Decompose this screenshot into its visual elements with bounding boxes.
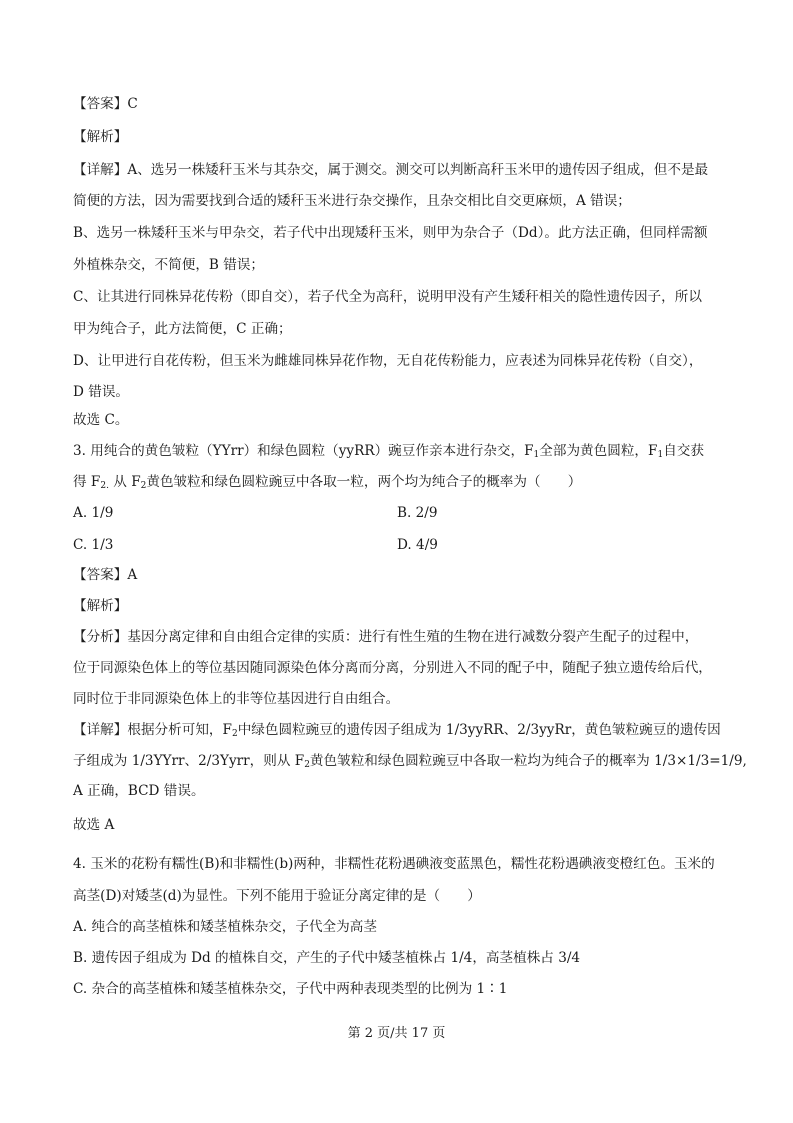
q3-option-c: C. 1/3 bbox=[73, 537, 114, 553]
q3-stem-1-sub-1: 1 bbox=[533, 450, 540, 460]
q3-detail-2-part-b: 黄色皱粒和绿色圆粒豌豆中各取一粒均为纯合子的概率为 1/3×1/3=1/9, bbox=[309, 753, 747, 769]
q3-detail-line-3: A 正确，BCD 错误。 bbox=[73, 783, 205, 799]
q3-detail-1-part-a: 【详解】根据分析可知，F bbox=[73, 722, 232, 738]
q3-stem-2-part-b: 从 F bbox=[108, 474, 141, 490]
q3-stem-line-1 bbox=[73, 441, 704, 461]
q3-fenxi-line-2: 位于同源染色体上的等位基因随同源染色体分离而分离，分别进入不同的配子中，随配子独立遗传给后代， bbox=[73, 660, 712, 676]
q3-stem-1-part-c: 自交获 bbox=[663, 443, 704, 459]
q2-option-b-line-2: 外植株杂交，不简便，B 错误； bbox=[73, 257, 265, 273]
q3-stem-1-part-a: 3. 用纯合的黄色皱粒（YYrr）和绿色圆粒（yyRR）豌豆作亲本进行杂交，F bbox=[73, 443, 534, 459]
q2-detail-line-1: 【详解】A、选另一株矮秆玉米与其杂交，属于测交。测交可以判断高秆玉米甲的遗传因子组成，但不是最 bbox=[73, 162, 709, 178]
q3-detail-line-1 bbox=[73, 720, 721, 740]
q2-option-d-line-2: D 错误。 bbox=[73, 384, 130, 400]
q3-stem-2-part-c: 黄色皱粒和绿色圆粒豌豆中各取一粒，两个均为纯合子的概率为（ ） bbox=[146, 474, 582, 490]
q4-option-c: C. 杂合的高茎植株和矮茎植株杂交，子代中两种表现类型的比例为 1∶1 bbox=[73, 981, 508, 997]
q3-stem-2-sub-2: 2 bbox=[140, 481, 147, 491]
q3-detail-1-part-b: 中绿色圆粒豌豆的遗传因子组成为 1/3yyRR、2/3yyRr，黄色皱粒豌豆的遗传因 bbox=[237, 722, 721, 738]
q3-detail-1-sub: 2 bbox=[231, 729, 238, 739]
q3-conclusion: 故选 A bbox=[73, 817, 115, 833]
q2-analysis-label: 【解析】 bbox=[73, 129, 128, 145]
q3-detail-2-sub: 2 bbox=[304, 760, 310, 770]
q3-detail-line-2 bbox=[73, 751, 747, 771]
q3-answer: 【答案】A bbox=[73, 567, 138, 583]
q2-conclusion: 故选 C。 bbox=[73, 412, 129, 428]
q3-analysis-label: 【解析】 bbox=[73, 598, 128, 614]
q3-option-b: B. 2/9 bbox=[397, 505, 438, 521]
q2-detail-line-2: 简便的方法，因为需要找到合适的矮秆玉米进行杂交操作，且杂交相比自交更麻烦，A 错误； bbox=[73, 193, 631, 209]
q4-option-a: A. 纯合的高茎植株和矮茎植株杂交，子代全为高茎 bbox=[73, 919, 377, 935]
q3-stem-2-part-a: 得 F bbox=[73, 474, 101, 490]
q2-answer: 【答案】C bbox=[73, 96, 138, 112]
q4-option-b: B. 遗传因子组成为 Dd 的植株自交，产生的子代中矮茎植株占 1/4，高茎植株占 3/4 bbox=[73, 950, 581, 966]
q2-option-b-line-1: B、选另一株矮秆玉米与甲杂交，若子代中出现矮秆玉米，则甲为杂合子（Dd）。此方法正确，但同样需额 bbox=[73, 225, 708, 241]
q3-stem-1-part-b: 全部为黄色圆粒，F bbox=[539, 443, 658, 459]
q2-option-d-line-1: D、让甲进行自花传粉，但玉米为雌雄同株异花作物，无自花传粉能力，应表述为同株异花传粉（自交）， bbox=[73, 353, 703, 369]
q3-stem-2-sub-1: 2. bbox=[100, 481, 109, 491]
q4-stem-line-2: 高茎(D)对矮茎(d)为显性。下列不能用于验证分离定律的是（ ） bbox=[73, 888, 481, 904]
q3-detail-2-part-a: 子组成为 1/3YYrr、2/3Yyrr，则从 F bbox=[73, 753, 305, 769]
q3-stem-1-sub-2: 1 bbox=[657, 450, 664, 460]
page-footer: 第 2 页/共 17 页 bbox=[347, 1026, 446, 1041]
q3-option-a: A. 1/9 bbox=[73, 505, 114, 521]
q3-option-d: D. 4/9 bbox=[397, 537, 438, 553]
q3-fenxi-line-3: 同时位于非同源染色体上的非等位基因进行自由组合。 bbox=[73, 691, 400, 707]
q4-stem-line-1: 4. 玉米的花粉有糯性(B)和非糯性(b)两种，非糯性花粉遇碘液变蓝黑色，糯性花粉遇碘液变橙红色。玉米的 bbox=[73, 856, 715, 872]
q3-stem-line-2 bbox=[73, 472, 581, 492]
q2-option-c-line-1: C、让其进行同株异花传粉（即自交），若子代全为高秆，说明甲没有产生矮秆相关的隐性遗传因子，所以 bbox=[73, 289, 702, 305]
q3-fenxi-line-1: 【分析】基因分离定律和自由组合定律的实质：进行有性生殖的生物在进行减数分裂产生配子的过程中， bbox=[73, 629, 699, 645]
q2-option-c-line-2: 甲为纯合子，此方法简便，C 正确； bbox=[73, 321, 292, 337]
